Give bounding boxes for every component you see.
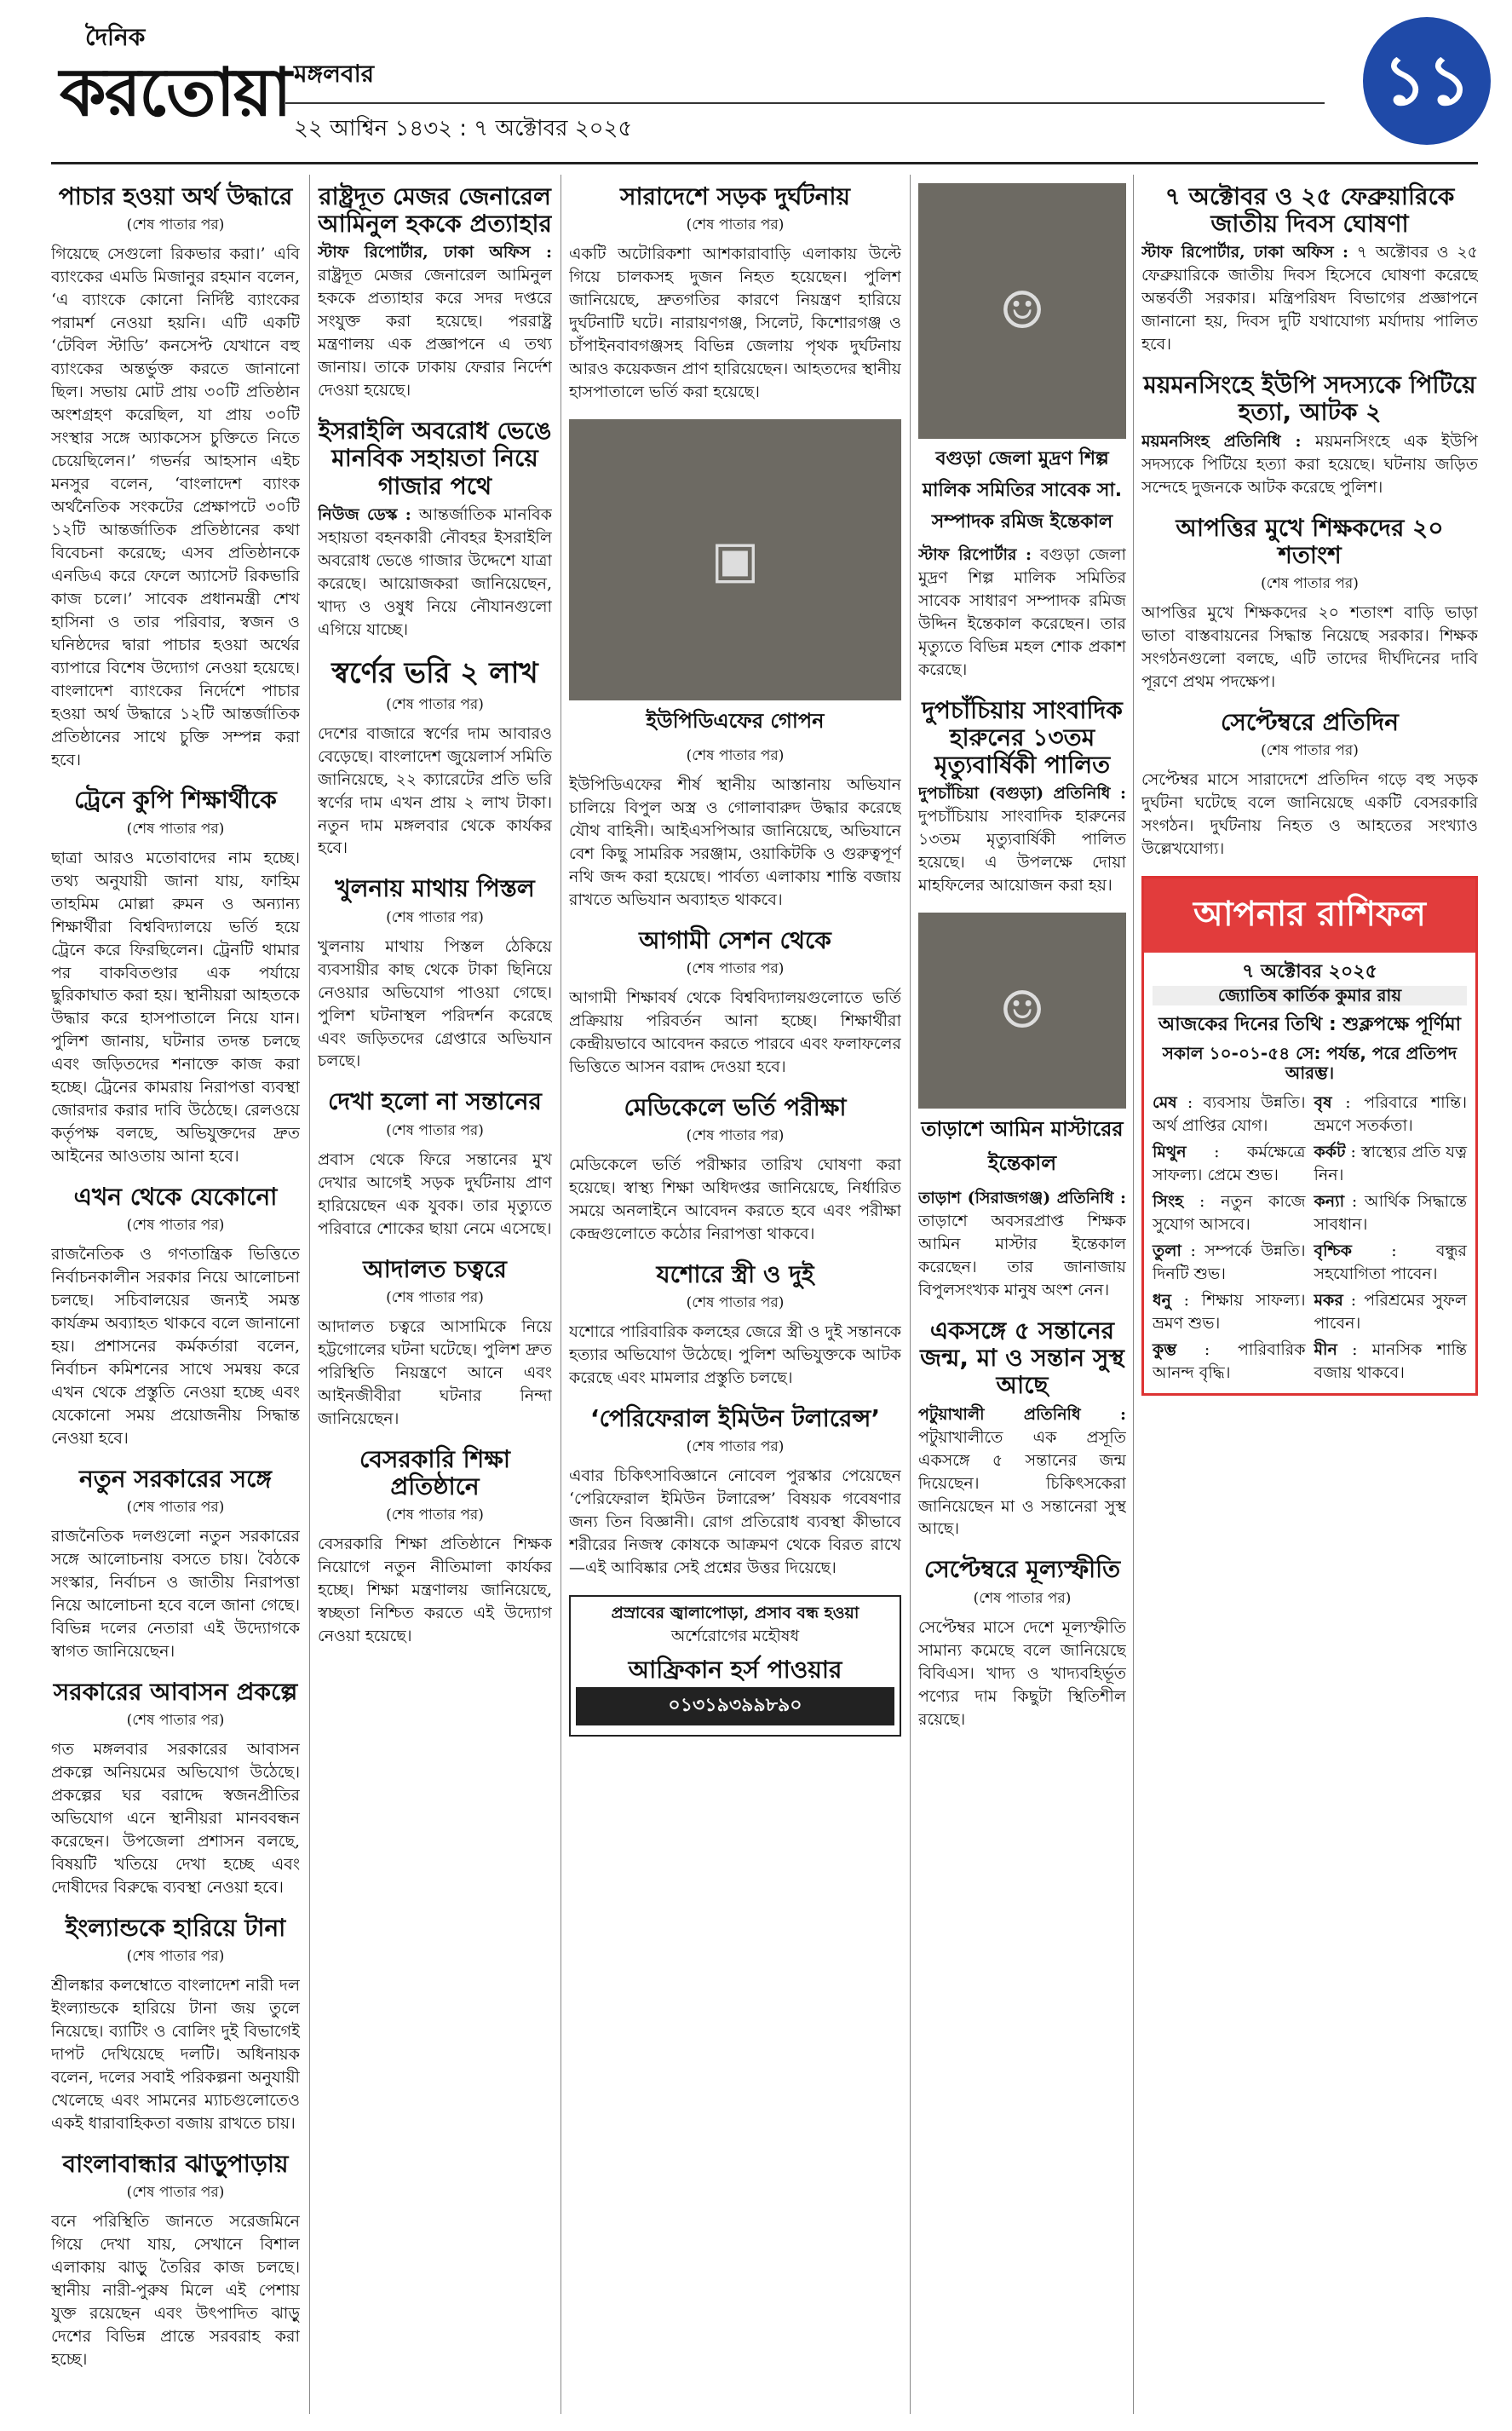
zodiac-item: মিথুন : কর্মক্ষেত্রে সাফল্য। প্রেমে শুভ। bbox=[1153, 1143, 1306, 1185]
zodiac-text: পারিবারিক আনন্দ বৃদ্ধি। bbox=[1153, 1340, 1306, 1383]
headline[interactable]: দুপচাঁচিয়ায় সাংবাদিক হারুনের ১৩তম মৃত্যুবার্ষিকী পালিত bbox=[922, 695, 1123, 780]
article bbox=[569, 706, 901, 912]
zodiac-text: ব্যবসায় উন্নতি। অর্থ প্রাপ্তির যোগ। bbox=[1153, 1093, 1306, 1136]
continued-note: (শেষ পাতার পর) bbox=[386, 908, 484, 926]
article bbox=[51, 786, 300, 1168]
headline[interactable]: সেপ্টেম্বরে প্রতিদিন bbox=[1221, 707, 1399, 736]
article-body: রাজনৈতিক ও গণতান্ত্রিক ভিত্তিতে নির্বাচনকালীন সরকার নিয়ে আলোচনা চলছে। সচিবালয়ের জন্যই সমস্ত কার্যক্রম অব্যাহত থাকবে বলে জানানো হয়। প্রশাসনের কর্মকর্তারা বলেন, নির্বাচন কমিশনের সাথে সমন্বয় করে এখন থেকে প্রস্তুতি নেওয়া হচ্ছে এবং যেকোনো সময় প্রয়োজনীয় সিদ্ধান্ত নেওয়া হবে। bbox=[51, 1245, 300, 1449]
zodiac-name: তুলা bbox=[1153, 1241, 1181, 1261]
zodiac-item: তুলা : সম্পর্কে উন্নতি। দিনটি শুভ। bbox=[1153, 1241, 1306, 1284]
headline[interactable]: তাড়াশে আমিন মাস্টারের ইন্তেকাল bbox=[921, 1117, 1124, 1176]
article-body: সেপ্টেম্বর মাসে দেশে মূল্যস্ফীতি সামান্য কমেছে বলে জানিয়েছে বিবিএস। খাদ্য ও খাদ্যবহির্ভূত পণ্যের দাম কিছুটা স্থিতিশীল রয়েছে। bbox=[918, 1617, 1126, 1729]
headline[interactable]: দেখা হলো না সন্তানের bbox=[328, 1087, 542, 1116]
headline[interactable]: ‘পেরিফেরাল ইমিউন টলারেন্স’ bbox=[589, 1404, 881, 1432]
article bbox=[918, 1317, 1126, 1541]
zodiac-item: মকর : পরিশ্রমের সুফল পাবেন। bbox=[1314, 1291, 1468, 1334]
headline[interactable]: খুলনায় মাথায় পিস্তল bbox=[335, 874, 535, 903]
zodiac-item: ধনু : শিক্ষায় সাফল্য। ভ্রমণ শুভ। bbox=[1153, 1291, 1306, 1334]
column-4 bbox=[918, 175, 1126, 2414]
article-body: বেসরকারি শিক্ষা প্রতিষ্ঠানে শিক্ষক নিয়োগে নতুন নীতিমালা কার্যকর হচ্ছে। শিক্ষা মন্ত্রণালয় জানিয়েছে, স্বচ্ছতা নিশ্চিত করতে এই উদ্যোগ নেওয়া হয়েছে। bbox=[318, 1534, 552, 1645]
zodiac-item: মেষ : ব্যবসায় উন্নতি। অর্থ প্রাপ্তির যোগ। bbox=[1153, 1093, 1306, 1136]
headline[interactable]: যশোরে স্ত্রী ও দুই bbox=[656, 1259, 814, 1288]
article bbox=[51, 1466, 300, 1663]
article bbox=[51, 1184, 300, 1450]
headline[interactable]: রাষ্ট্রদূত মেজর জেনারেল আমিনুল হককে প্রত্যাহার bbox=[318, 182, 552, 239]
dateline: ময়মনসিংহ প্রতিনিধি : bbox=[1141, 431, 1302, 451]
headline[interactable]: সেপ্টেম্বরে মূল্যস্ফীতি bbox=[923, 1555, 1121, 1584]
header-divider bbox=[51, 162, 1478, 164]
zodiac-item: কুম্ভ : পারিবারিক আনন্দ বৃদ্ধি। bbox=[1153, 1340, 1306, 1383]
continued-note: (শেষ পাতার পর) bbox=[1261, 574, 1359, 592]
headline[interactable]: ৭ অক্টোবর ও ২৫ ফেব্রুয়ারিকে জাতীয় দিবস ঘোষণা bbox=[1164, 182, 1455, 239]
article bbox=[318, 875, 552, 1073]
article bbox=[569, 183, 901, 404]
article-body: আগামী শিক্ষাবর্ষ থেকে বিশ্ববিদ্যালয়গুলোতে ভর্তি প্রক্রিয়ায় পরিবর্তন আনা হচ্ছে। শিক্ষার্থীরা কেন্দ্রীয়ভাবে আবেদন করতে পারবে এবং ফলাফলের ভিত্তিতে আসন বরাদ্দ দেওয়া হবে। bbox=[569, 988, 901, 1076]
headline[interactable]: ট্রেনে কুপি শিক্ষার্থীকে bbox=[74, 786, 277, 815]
article-body: গিয়েছে সেগুলো রিকভার করা।’ এবি ব্যাংকের এমডি মিজানুর রহমান বলেন, ‘এ ব্যাংকে কোনো নির্দিষ্ট ব্যাংকের পরামর্শ নেওয়া হয়নি। এটি একটি ‘টেবিল স্টাডি’ কনসেপ্ট যেখানে বহু ব্যাংকের অন্তর্ভুক্ত করতে জানানো ছিল। সভায় মোট প্রায় ৩০টি প্রতিষ্ঠান অংশগ্রহণ করেছিল, যা প্রায় ৩০টি সংস্থার সঙ্গে অ্যাকসেস চুক্তিতে নিতে চেয়েছিলেন।’ গভর্নর আহসান এইচ মনসুর বলেন, ‘বাংলাদেশ ব্যাংক অর্থনৈতিক সংকটের প্রেক্ষাপটে ৩০টি ১২টি আন্তর্জাতিক প্রতিষ্ঠানের কথা বিবেচনা করেছে; এসব প্রতিষ্ঠানকে এনডিএ করে ফেলে অ্যাসেট রিকভারি কাজ চলে।’ সাবেক প্রধানমন্ত্রী শেখ হাসিনা ও তার পরিবার, স্বজন ও ঘনিষ্ঠদের দ্বারা পাচার হওয়া অর্থের ব্যাপারে বিশেষ উদ্যোগ নেওয়া হয়েছে। বাংলাদেশ ব্যাংকের নির্দেশে পাচার হওয়া অর্থ উদ্ধারে ১২টি আন্তর্জাতিক প্রতিষ্ঠানের সাথে চুক্তি সম্পন্ন করা হবে। bbox=[51, 245, 300, 769]
zodiac-text: শিক্ষায় সাফল্য। ভ্রমণ শুভ। bbox=[1153, 1291, 1306, 1334]
masthead bbox=[0, 0, 1512, 175]
article-body: রাজনৈতিক দলগুলো নতুন সরকারের সঙ্গে আলোচনায় বসতে চায়। বৈঠকে সংস্কার, নির্বাচন ও জাতীয় নিরাপত্তা নিয়ে আলোচনা হবে বলে জানা গেছে। বিভিন্ন দলের নেতারা এই উদ্যোগকে স্বাগত জানিয়েছেন। bbox=[51, 1527, 300, 1662]
headline[interactable]: মেডিকেলে ভর্তি পরীক্ষা bbox=[624, 1092, 847, 1121]
portrait-photo bbox=[918, 913, 1126, 1109]
dateline: স্টাফ রিপোর্টার, ঢাকা অফিস : bbox=[1141, 243, 1349, 262]
dateline: দুপচাঁচিয়া (বগুড়া) প্রতিনিধি : bbox=[918, 784, 1126, 804]
continued-note: (শেষ পাতার পর) bbox=[1261, 741, 1359, 759]
article bbox=[1141, 183, 1478, 356]
tithi-time: সকাল ১০-০১-৫৪ সে: পর্যন্ত, পরে প্রতিপদ আরম্ভ। bbox=[1162, 1043, 1457, 1084]
article bbox=[51, 2151, 300, 2371]
article bbox=[318, 418, 552, 641]
header-rule bbox=[285, 102, 1325, 104]
continued-note: (শেষ পাতার পর) bbox=[126, 1712, 225, 1730]
headline[interactable]: আগামী সেশন থেকে bbox=[639, 925, 831, 954]
continued-note: (শেষ পাতার পর) bbox=[126, 820, 225, 838]
zodiac-text: বন্ধুর সহযোগিতা পাবেন। bbox=[1314, 1241, 1467, 1284]
column-3 bbox=[569, 175, 901, 2414]
continued-note: (শেষ পাতার পর) bbox=[686, 1294, 785, 1312]
headline[interactable]: সরকারের আবাসন প্রকল্পে bbox=[53, 1678, 298, 1707]
horoscope-box bbox=[1141, 876, 1478, 1396]
person-icon: ☺ bbox=[999, 281, 1045, 341]
zodiac-name: ধনু bbox=[1153, 1291, 1171, 1311]
article bbox=[569, 1094, 901, 1246]
zodiac-name: বৃশ্চিক bbox=[1314, 1241, 1352, 1261]
zodiac-text: কর্মক্ষেত্রে সাফল্য। প্রেমে শুভ। bbox=[1153, 1143, 1306, 1185]
zodiac-name: কন্যা bbox=[1314, 1192, 1345, 1212]
article-body: দেশের বাজারে স্বর্ণের দাম আবারও বেড়েছে। বাংলাদেশ জুয়েলার্স সমিতি জানিয়েছে, ২২ ক্যারেটের প্রতি ভরি স্বর্ণের দাম এখন প্রায় ২ লাখ টাকা। নতুন দাম মঙ্গলবার থেকে কার্যকর হবে। bbox=[318, 723, 552, 858]
article bbox=[569, 1261, 901, 1390]
advertisement[interactable] bbox=[569, 1595, 901, 1737]
zodiac-text: পরিবারে শান্তি। ভ্রমণে সতর্কতা। bbox=[1314, 1093, 1467, 1136]
column-2 bbox=[318, 175, 552, 2414]
zodiac-item: মীন : মানসিক শান্তি বজায় থাকবে। bbox=[1314, 1340, 1467, 1383]
zodiac-text: পরিশ্রমের সুফল পাবেন। bbox=[1314, 1291, 1468, 1334]
continued-note: (শেষ পাতার পর) bbox=[126, 216, 225, 234]
zodiac-text: মানসিক শান্তি বজায় থাকবে। bbox=[1314, 1340, 1467, 1383]
headline[interactable]: ইসরাইলি অবরোধ ভেঙে মানবিক সহায়তা নিয়ে গাজার পথে bbox=[318, 417, 552, 500]
column-divider bbox=[910, 175, 911, 2414]
article bbox=[918, 1114, 1126, 1302]
article-body: রাষ্ট্রদূত মেজর জেনারেল আমিনুল হককে প্রত্যাহার করে সদর দপ্তরে সংযুক্ত করা হয়েছে। পররাষ্ট্র মন্ত্রণালয় এক প্রজ্ঞাপনে এ তথ্য জানায়। তাকে ঢাকায় ফেরার নির্দেশ দেওয়া হয়েছে। bbox=[318, 266, 552, 400]
zodiac-text: সম্পর্কে উন্নতি। দিনটি শুভ। bbox=[1153, 1241, 1306, 1284]
headline[interactable]: ইউপিডিএফের গোপন bbox=[646, 708, 825, 733]
article-body: বগুড়া জেলা মুদ্রণ শিল্প মালিক সমিতির সাবেক সাধারণ সম্পাদক রমিজ উদ্দিন ইন্তেকাল করেছেন। তার মৃত্যুতে বিভিন্ন মহল শোক প্রকাশ করেছে। bbox=[918, 545, 1126, 679]
headline[interactable]: বেসরকারি শিক্ষা প্রতিষ্ঠানে bbox=[359, 1444, 511, 1501]
headline[interactable]: বাংলাবান্ধার ঝাড়ুপাড়ায় bbox=[62, 2150, 289, 2179]
ad-line: অর্শেরোগের মহৌষধ bbox=[670, 1627, 800, 1645]
continued-note: (শেষ পাতার পর) bbox=[386, 1121, 484, 1139]
dateline: পটুয়াখালী প্রতিনিধি : bbox=[918, 1404, 1126, 1424]
article-body: বনে পরিস্থিতি জানতে সরেজমিনে গিয়ে দেখা যায়, সেখানে বিশাল এলাকায় ঝাড়ু তৈরির কাজ চলছে। স্থানীয় নারী-পুরুষ মিলে এই পেশায় যুক্ত রয়েছেন এবং উৎপাদিত ঝাড়ু দেশের বিভিন্ন প্রান্তে সরবরাহ করা হচ্ছে। bbox=[51, 2212, 300, 2370]
article bbox=[318, 1446, 552, 1648]
article bbox=[918, 444, 1126, 682]
article-body: প্রবাস থেকে ফিরে সন্তানের মুখ দেখার আগেই সড়ক দুর্ঘটনায় প্রাণ হারিয়েছেন এক যুবক। তার মৃত্যুতে পরিবারে শোকের ছায়া নেমে এসেছে। bbox=[318, 1149, 552, 1238]
horoscope-date: ৭ অক্টোবর ২০২৫ bbox=[1242, 960, 1377, 982]
article bbox=[51, 1679, 300, 1899]
issue-day: মঙ্গলবার bbox=[294, 60, 375, 88]
dateline: নিউজ ডেস্ক : bbox=[318, 504, 411, 524]
zodiac-name: কুম্ভ bbox=[1153, 1340, 1177, 1360]
ad-phone[interactable]: ০১৩১৯৩৯৯৮৯০ bbox=[576, 1687, 894, 1725]
article-body: ময়মনসিংহে এক ইউপি সদস্যকে পিটিয়ে হত্যা করা হয়েছে। ঘটনায় জড়িত সন্দেহে দুজনকে আটক করেছে পুলিশ। bbox=[1141, 431, 1478, 497]
article-body: এবার চিকিৎসাবিজ্ঞানে নোবেল পুরস্কার পেয়েছেন ‘পেরিফেরাল ইমিউন টলারেন্স’ বিষয়ক গবেষণার জন্য তিন বিজ্ঞানী। রোগ প্রতিরোধ ব্যবস্থা কীভাবে শরীরের নিজস্ব কোষকে আক্রমণ থেকে বিরত রাখে—এই আবিষ্কার সেই প্রশ্নের উত্তর দিয়েছে। bbox=[569, 1466, 901, 1578]
article-body: সেপ্টেম্বর মাসে সারাদেশে প্রতিদিন গড়ে বহু সড়ক দুর্ঘটনা ঘটেছে বলে জানিয়েছে একটি বেসরকারি সংগঠন। দুর্ঘটনায় নিহত ও আহতের সংখ্যাও উল্লেখযোগ্য। bbox=[1141, 769, 1478, 858]
zodiac-name: মকর bbox=[1314, 1291, 1343, 1311]
horoscope-astrologer: জ্যোতিষ কার্তিক কুমার রায় bbox=[1153, 986, 1467, 1005]
headline[interactable]: ময়মনসিংহে ইউপি সদস্যকে পিটিয়ে হত্যা, আটক ২ bbox=[1143, 371, 1476, 427]
ad-line: প্রস্রাবের জ্বালাপোড়া, প্রসাব বন্ধ হওয়া bbox=[611, 1604, 859, 1623]
article bbox=[569, 927, 901, 1079]
portrait-photo bbox=[918, 183, 1126, 439]
continued-note: (শেষ পাতার পর) bbox=[386, 695, 484, 713]
article bbox=[918, 697, 1126, 897]
article-body: তাড়াশে অবসরপ্রাপ্ত শিক্ষক আমিন মাস্টার ইন্তেকাল করেছেন। তার জানাজায় বিপুলসংখ্যক মানুষ অংশ নেন। bbox=[918, 1212, 1126, 1300]
zodiac-name: কর্কট bbox=[1314, 1143, 1346, 1162]
ad-brand: আফ্রিকান হর্স পাওয়ার bbox=[628, 1655, 842, 1684]
continued-note: (শেষ পাতার পর) bbox=[126, 1948, 225, 1966]
article-body: পটুয়াখালীতে এক প্রসূতি একসঙ্গে ৫ সন্তানের জন্ম দিয়েছেন। চিকিৎসকেরা জানিয়েছেন মা ও সন্তানেরা সুস্থ আছে। bbox=[918, 1427, 1126, 1539]
continued-note: (শেষ পাতার পর) bbox=[386, 1288, 484, 1306]
continued-note: (শেষ পাতার পর) bbox=[126, 1499, 225, 1517]
issue-date: ২২ আশ্বিন ১৪৩২ : ৭ অক্টোবর ২০২৫ bbox=[294, 116, 633, 141]
article bbox=[918, 1556, 1126, 1731]
continued-note: (শেষ পাতার পর) bbox=[686, 1127, 785, 1145]
dateline: স্টাফ রিপোর্টার, ঢাকা অফিস : bbox=[318, 243, 552, 262]
logo-title: করতোয়া bbox=[60, 55, 290, 131]
camera-icon: ▣ bbox=[710, 529, 760, 590]
article-body: ছাত্রা আরও মতোবাদের নাম হচ্ছে। তথ্য অনুযায়ী জানা যায়, ফাহিম তাহমিম মোল্লা রুমন ও অন্যান্য শিক্ষার্থীরা বিশ্ববিদ্যালয়ে ভর্তি হয়ে ট্রেনে করে ফিরছিলেন। ট্রেনটি থামার পর বাকবিতণ্ডার এক পর্যায়ে ছুরিকাঘাত করা হয়। স্থানীয়রা আহতকে উদ্ধার করে হাসপাতালে নিয়ে যান। পুলিশ জানায়, ঘটনার তদন্ত চলছে এবং জড়িতদের শনাক্তে কাজ করা হচ্ছে। ট্রেনের কামরায় নিরাপত্তা ব্যবস্থা জোরদার করার দাবি উঠেছে। রেলওয়ে কর্তৃপক্ষ বলছে, অভিযুক্তদের দ্রুত আইনের আওতায় আনা হবে। bbox=[51, 848, 300, 1167]
seized-weapons-photo bbox=[569, 419, 901, 700]
continued-note: (শেষ পাতার পর) bbox=[686, 959, 785, 977]
headline[interactable]: সারাদেশে সড়ক দুর্ঘটনায় bbox=[619, 182, 851, 210]
article-body: ইউপিডিএফের শীর্ষ স্থানীয় আস্তানায় অভিযান চালিয়ে বিপুল অস্ত্র ও গোলাবারুদ উদ্ধার করেছে যৌথ বাহিনী। আইএসপিআর জানিয়েছে, অভিযানে বেশ কিছু সামরিক সরঞ্জাম, ওয়াকিটকি ও গুরুত্বপূর্ণ নথি জব্দ করা হয়েছে। পার্বত্য এলাকায় শান্তি বজায় রাখতে অভিযান অব্যাহত থাকবে। bbox=[569, 775, 901, 909]
zodiac-item: কন্যা : আর্থিক সিদ্ধান্তে সাবধান। bbox=[1314, 1192, 1467, 1235]
zodiac-item: বৃশ্চিক : বন্ধুর সহযোগিতা পাবেন। bbox=[1314, 1241, 1467, 1284]
article-body: মেডিকেলে ভর্তি পরীক্ষার তারিখ ঘোষণা করা হয়েছে। স্বাস্থ্য শিক্ষা অধিদপ্তর জানিয়েছে, নির্ধারিত সময়ে অনলাইনে আবেদন করতে হবে এবং পরীক্ষা কেন্দ্রগুলোতে কঠোর নিরাপত্তা থাকবে। bbox=[569, 1155, 901, 1243]
page-number-badge: ১১ bbox=[1363, 17, 1491, 145]
zodiac-text: নতুন কাজে সুযোগ আসবে। bbox=[1153, 1192, 1306, 1235]
article-body: আপত্তির মুখে শিক্ষকদের ২০ শতাংশ বাড়ি ভাড়া ভাতা বাস্তবায়নের সিদ্ধান্ত নিয়েছে সরকার। শিক্ষক সংগঠনগুলো বলছে, এটি তাদের দীর্ঘদিনের দাবি পূরণে প্রথম পদক্ষেপ। bbox=[1141, 602, 1478, 691]
zodiac-text: স্বাস্থ্যের প্রতি যত্ন নিন। bbox=[1314, 1143, 1467, 1185]
article-body: যশোরে পারিবারিক কলহের জেরে স্ত্রী ও দুই সন্তানকে হত্যার অভিযোগ উঠেছে। পুলিশ অভিযুক্তকে আটক করেছে এবং মামলার প্রস্তুতি চলছে। bbox=[569, 1322, 901, 1388]
article bbox=[51, 1915, 300, 2135]
headline[interactable]: আদালত চত্বরে bbox=[363, 1254, 507, 1283]
headline[interactable]: বগুড়া জেলা মুদ্রণ শিল্প মালিক সমিতির সাবেক সা. সম্পাদক রমিজ ইন্তেকাল bbox=[922, 448, 1123, 533]
zodiac-item: কর্কট : স্বাস্থ্যের প্রতি যত্ন নিন। bbox=[1314, 1143, 1467, 1185]
article-body: দুপচাঁচিয়ায় সাংবাদিক হারুনের ১৩তম মৃত্যুবার্ষিকী পালিত হয়েছে। এ উপলক্ষে দোয়া মাহফিলের আয়োজন করা হয়। bbox=[918, 807, 1126, 896]
tithi-label: আজকের দিনের তিথি : শুক্লপক্ষে পূর্ণিমা bbox=[1158, 1014, 1461, 1036]
headline[interactable]: একসঙ্গে ৫ সন্তানের জন্ম, মা ও সন্তান সুস্থ আছে bbox=[920, 1316, 1124, 1400]
zodiac-text: আর্থিক সিদ্ধান্তে সাবধান। bbox=[1314, 1192, 1467, 1235]
zodiac-name: মীন bbox=[1314, 1340, 1337, 1360]
continued-note: (শেষ পাতার পর) bbox=[686, 746, 785, 764]
zodiac-name: মেষ bbox=[1153, 1093, 1177, 1113]
dateline: স্টাফ রিপোর্টার : bbox=[918, 545, 1032, 564]
article-body: ৭ অক্টোবর ও ২৫ ফেব্রুয়ারিকে জাতীয় দিবস হিসেবে ঘোষণা করেছে অন্তর্বর্তী সরকার। মন্ত্রিপরিষদ বিভাগের প্রজ্ঞাপনে জানানো হয়, দিবস দুটি যথাযোগ্য মর্যাদায় পালিত হবে। bbox=[1141, 243, 1478, 354]
article-body: একটি অটোরিকশা আশকারাবাড়ি এলাকায় উল্টে গিয়ে চালকসহ দুজন নিহত হয়েছেন। পুলিশ জানিয়েছে, দ্রুতগতির কারণে নিয়ন্ত্রণ হারিয়ে দুর্ঘটনাটি ঘটে। নারায়ণগঞ্জ, সিলেট, কিশোরগঞ্জ ও চাঁপাইনবাবগঞ্জসহ বিভিন্ন জেলায় পৃথক দুর্ঘটনায় আরও কয়েকজন প্রাণ হারিয়েছেন। আহতদের স্থানীয় হাসপাতালে ভর্তি করা হয়েছে। bbox=[569, 245, 901, 401]
column-divider bbox=[1133, 175, 1134, 2414]
horoscope-title: আপনার রাশিফল bbox=[1144, 879, 1475, 953]
headline[interactable]: এখন থেকে যেকোনো bbox=[73, 1183, 278, 1212]
continued-note: (শেষ পাতার পর) bbox=[126, 2184, 225, 2202]
continued-note: (শেষ পাতার পর) bbox=[686, 1438, 785, 1456]
article bbox=[318, 1088, 552, 1240]
headline[interactable]: ইংল্যান্ডকে হারিয়ে টানা bbox=[65, 1914, 286, 1943]
headline[interactable]: স্বর্ণের ভরি ২ লাখ bbox=[331, 655, 538, 690]
zodiac-name: সিংহ bbox=[1153, 1192, 1184, 1212]
article bbox=[1141, 709, 1478, 861]
continued-note: (শেষ পাতার পর) bbox=[686, 216, 785, 234]
article-body: শ্রীলঙ্কার কলম্বোতে বাংলাদেশ নারী দল ইংল্যান্ডকে হারিয়ে টানা জয় তুলে নিয়েছে। ব্যাটিং ও বোলিং দুই বিভাগেই দাপট দেখিয়েছে দলটি। অধিনায়ক বলেন, দলের সবাই পরিকল্পনা অনুযায়ী খেলেছে এবং সামনের ম্যাচগুলোতেও একই ধারাবাহিকতা বজায় রাখতে চায়। bbox=[51, 1976, 300, 2134]
zodiac-name: বৃষ bbox=[1314, 1093, 1332, 1113]
logo-prefix: দৈনিক bbox=[85, 23, 146, 51]
article-body: আন্তর্জাতিক মানবিক সহায়তা বহনকারী নৌবহর ইসরাইলি অবরোধ ভেঙে গাজার উদ্দেশে যাত্রা করেছে। আয়োজকরা জানিয়েছেন, খাদ্য ও ওষুধ নিয়ে নৌযানগুলো এগিয়ে যাচ্ছে। bbox=[318, 504, 552, 639]
article-body: গত মঙ্গলবার সরকারের আবাসন প্রকল্পে অনিয়মের অভিযোগ উঠেছে। প্রকল্পের ঘর বরাদ্দে স্বজনপ্রীতির অভিযোগ এনে স্থানীয়রা মানববন্ধন করেছেন। উপজেলা প্রশাসন বলছে, বিষয়টি খতিয়ে দেখা হচ্ছে এবং দোষীদের বিরুদ্ধে ব্যবস্থা নেওয়া হবে। bbox=[51, 1740, 300, 1898]
continued-note: (শেষ পাতার পর) bbox=[126, 1217, 225, 1235]
column-5 bbox=[1141, 175, 1478, 2414]
headline[interactable]: আপত্তির মুখে শিক্ষকদের ২০ শতাংশ bbox=[1176, 513, 1444, 569]
article-body: আদালত চত্বরে আসামিকে নিয়ে হট্টগোলের ঘটনা ঘটেছে। পুলিশ দ্রুত পরিস্থিতি নিয়ন্ত্রণে আনে এবং আইনজীবীরা ঘটনার নিন্দা জানিয়েছেন। bbox=[318, 1316, 552, 1428]
article bbox=[1141, 515, 1478, 694]
zodiac-name: মিথুন bbox=[1153, 1143, 1187, 1162]
continued-note: (শেষ পাতার পর) bbox=[386, 1506, 484, 1524]
article bbox=[1141, 372, 1478, 498]
continued-note: (শেষ পাতার পর) bbox=[973, 1589, 1072, 1607]
article bbox=[318, 183, 552, 402]
article bbox=[51, 183, 300, 771]
article bbox=[318, 1256, 552, 1431]
zodiac-item: সিংহ : নতুন কাজে সুযোগ আসবে। bbox=[1153, 1192, 1306, 1235]
article bbox=[569, 1405, 901, 1580]
column-divider bbox=[309, 175, 310, 2414]
newspaper-logo bbox=[60, 19, 290, 131]
zodiac-item: বৃষ : পরিবারে শান্তি। ভ্রমণে সতর্কতা। bbox=[1314, 1093, 1467, 1136]
zodiac-list bbox=[1144, 1086, 1475, 1393]
column-1 bbox=[51, 175, 300, 2414]
headline[interactable]: নতুন সরকারের সঙ্গে bbox=[79, 1465, 272, 1494]
article-body: খুলনায় মাথায় পিস্তল ঠেকিয়ে ব্যবসায়ীর কাছ থেকে টাকা ছিনিয়ে নেওয়ার অভিযোগ পাওয়া গেছে। পুলিশ ঘটনাস্থল পরিদর্শন করেছে এবং জড়িতদের গ্রেপ্তারে অভিযান চলছে। bbox=[318, 936, 552, 1071]
headline[interactable]: পাচার হওয়া অর্থ উদ্ধারে bbox=[58, 182, 293, 210]
person-icon: ☺ bbox=[999, 981, 1045, 1041]
dateline: তাড়াশ (সিরাজগঞ্জ) প্রতিনিধি : bbox=[918, 1189, 1126, 1208]
article bbox=[318, 657, 552, 861]
